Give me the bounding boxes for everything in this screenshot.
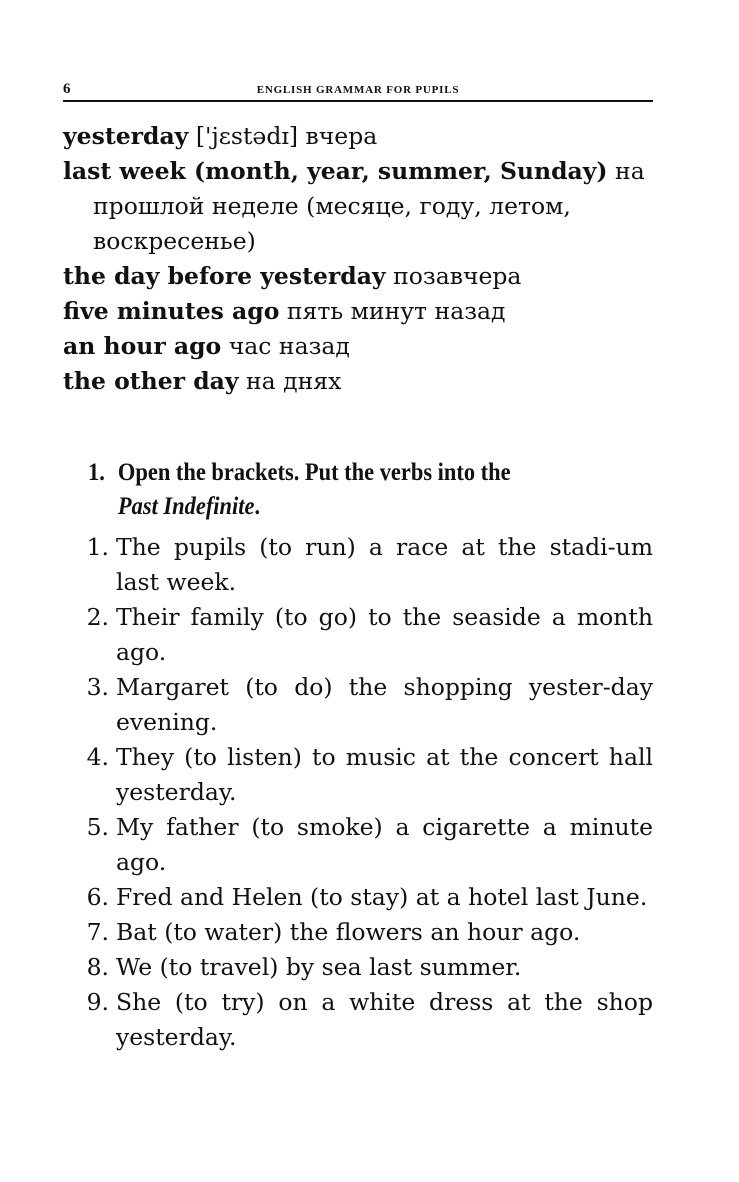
- exercise-item: [63, 880, 653, 915]
- vocab-translation: позавчера: [393, 262, 522, 290]
- vocab-entry: [63, 364, 655, 399]
- item-number: 3.: [86, 673, 109, 701]
- item-text: Bat (to water) the flowers an hour ago.: [116, 918, 581, 946]
- exercise-item: [63, 985, 653, 1055]
- vocab-term: five minutes ago: [63, 297, 280, 325]
- vocabulary-list: [63, 119, 655, 399]
- exercise-item: [63, 530, 653, 600]
- vocab-translation: ['jɛstədɪ] вчера: [195, 122, 378, 150]
- item-text: My father (to smoke) a cigarette a minute ago.: [116, 813, 653, 876]
- vocab-entry: [63, 119, 655, 154]
- item-text: The pupils (to run) a race at the stadi-um last week.: [116, 533, 653, 596]
- item-text: Margaret (to do) the shopping yester-day evening.: [116, 673, 653, 736]
- page-number: 6: [63, 81, 71, 97]
- item-text: Fred and Helen (to stay) at a hotel last June.: [116, 883, 648, 911]
- vocab-translation: на днях: [246, 367, 342, 395]
- running-title: ENGLISH GRAMMAR FOR PUPILS: [256, 84, 460, 96]
- item-number: 6.: [86, 883, 109, 911]
- exercise-instruction-emphasis: Past Indefinite: [117, 491, 255, 520]
- exercise-item: [63, 740, 653, 810]
- exercise-item: [63, 950, 653, 985]
- exercise-item: [63, 600, 653, 670]
- exercise-instruction: Open the brackets. Put the verbs into the: [117, 457, 511, 486]
- item-text: We (to travel) by sea last summer.: [116, 953, 522, 981]
- item-number: 4.: [86, 743, 109, 771]
- exercise-item: [63, 810, 653, 880]
- vocab-entry: [63, 294, 655, 329]
- item-number: 7.: [86, 918, 109, 946]
- exercise-instruction-end: .: [254, 491, 261, 520]
- page-header: [63, 80, 653, 102]
- vocab-term: the day before yesterday: [63, 262, 386, 290]
- exercise-items: [63, 530, 653, 1055]
- exercise-item: [63, 915, 653, 950]
- vocab-entry: [63, 259, 655, 294]
- exercise-number: 1.: [88, 457, 105, 486]
- vocab-term: last week (month, year, summer, Sunday): [63, 157, 608, 185]
- exercise-item: [63, 670, 653, 740]
- vocab-translation: пять минут назад: [286, 297, 506, 325]
- vocab-term: an hour ago: [63, 332, 222, 360]
- item-text: Their family (to go) to the seaside a month ago.: [116, 603, 653, 666]
- vocab-translation: час назад: [228, 332, 350, 360]
- item-number: 9.: [86, 988, 109, 1016]
- vocab-entry: [63, 154, 655, 259]
- vocab-translation: на прошлой неделе (месяце, году, летом, воскресенье): [93, 157, 645, 255]
- vocab-term: yesterday: [63, 122, 189, 150]
- exercise-title: [88, 455, 581, 523]
- item-text: They (to listen) to music at the concert hall yesterday.: [116, 743, 653, 806]
- item-number: 1.: [86, 533, 109, 561]
- item-text: She (to try) on a white dress at the shop yesterday.: [116, 988, 653, 1051]
- item-number: 8.: [86, 953, 109, 981]
- vocab-term: the other day: [63, 367, 239, 395]
- vocab-entry: [63, 329, 655, 364]
- item-number: 5.: [86, 813, 109, 841]
- item-number: 2.: [86, 603, 109, 631]
